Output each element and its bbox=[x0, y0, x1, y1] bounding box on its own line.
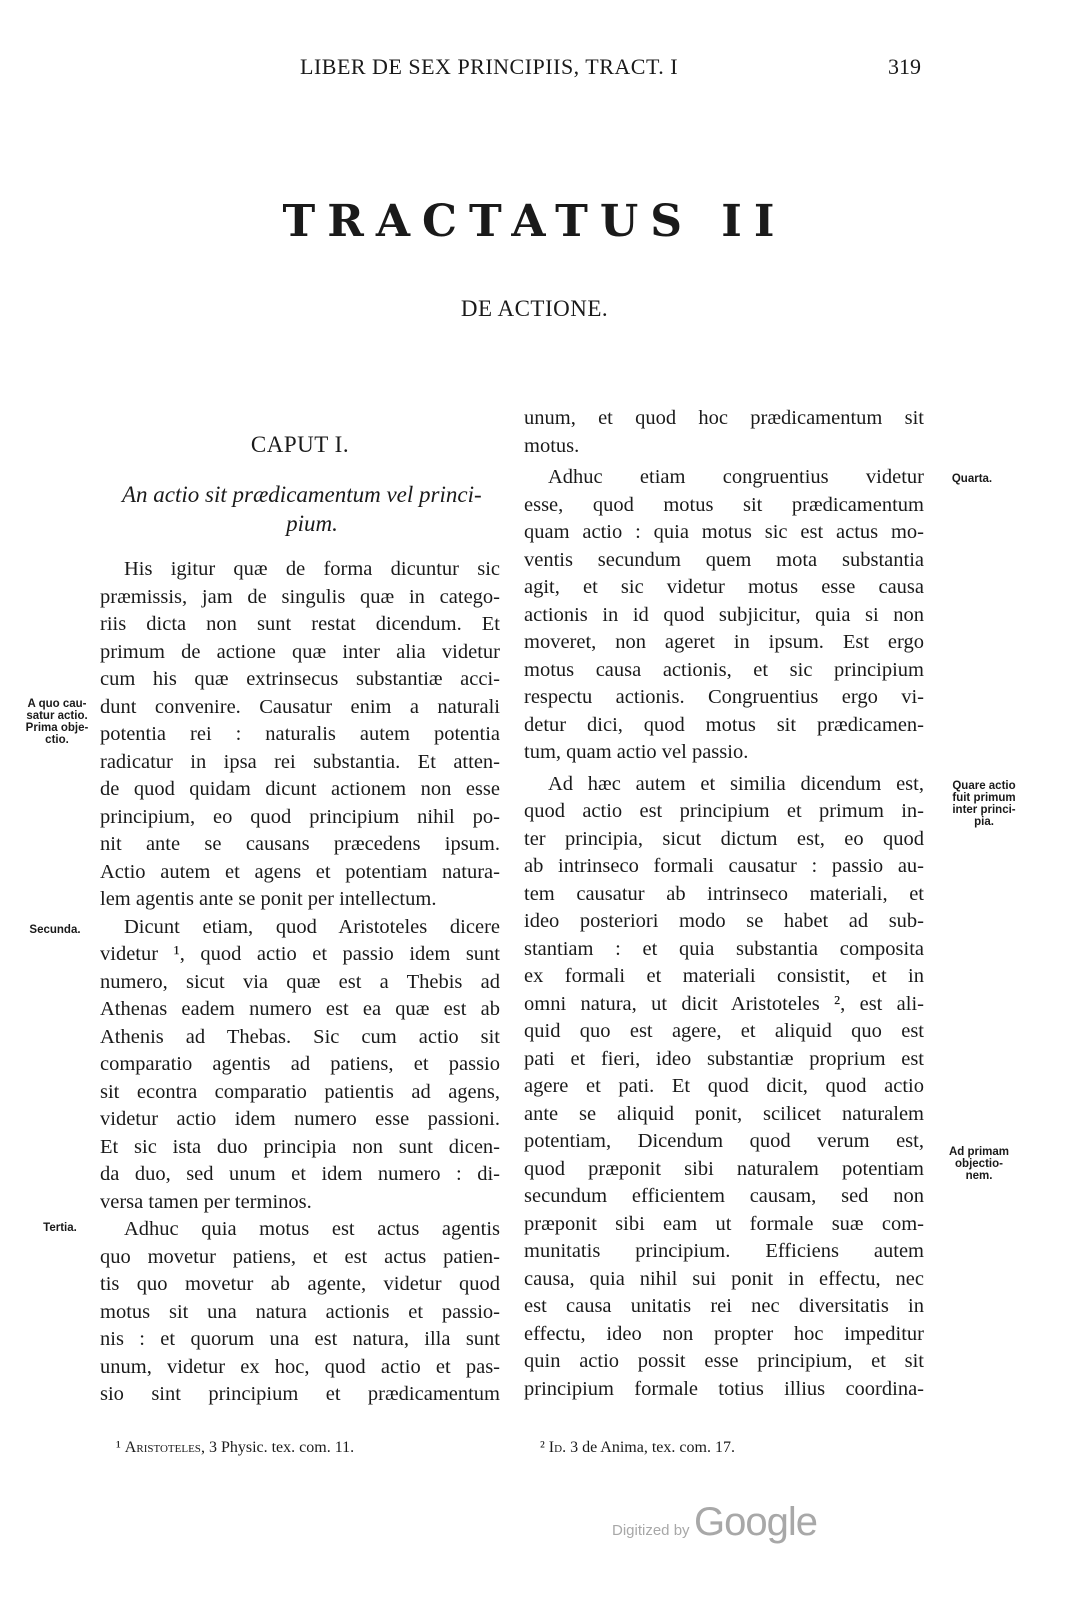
marginal-line: Prima obje- bbox=[25, 722, 89, 734]
marginal-line: objectio- bbox=[955, 1158, 1003, 1170]
footnote-author: Aristoteles bbox=[124, 1439, 201, 1456]
text-line: pati et fieri, ideo substantiæ proprium est bbox=[524, 1047, 924, 1070]
google-logo: Google bbox=[694, 1500, 817, 1544]
text-line: nit ante se causans præcedens ipsum. bbox=[100, 833, 500, 855]
right-column bbox=[524, 405, 924, 1403]
text-line: da duo, sed unum et idem numero : di- bbox=[100, 1163, 500, 1185]
text-line: agere et pati. Et quod dicit, quod actio bbox=[524, 1075, 924, 1097]
text-line: tem causatur ab intrinseco materiali, et bbox=[524, 882, 924, 905]
marginal-note-secunda: Secunda. bbox=[29, 924, 81, 936]
text-line: Ad hæc autem et similia dicendum est, bbox=[548, 772, 924, 795]
text-line: principium formale totius illius coordina- bbox=[524, 1377, 924, 1400]
text-line: nis : et quorum una est natura, illa sunt bbox=[100, 1328, 500, 1350]
footnote-2 bbox=[540, 1439, 735, 1457]
text-line: respectu actionis. Congruentius ergo vi- bbox=[524, 686, 924, 708]
text-line: agit, et sic videtur motus esse causa bbox=[524, 576, 924, 598]
marginal-note-tertia: Tertia. bbox=[43, 1222, 77, 1234]
google-watermark bbox=[612, 1500, 817, 1545]
text-line: videtur actio idem numero esse passioni. bbox=[100, 1108, 500, 1130]
footnote-mark: ¹ bbox=[116, 1439, 121, 1456]
text-line: cum his quæ extrinsecus substantiæ acci- bbox=[100, 668, 500, 690]
text-line: quod actio est principium et primum in- bbox=[524, 800, 924, 822]
text-line: Adhuc etiam congruentius videtur bbox=[548, 466, 924, 488]
text-line: motus. bbox=[524, 434, 580, 457]
page-number: 319 bbox=[888, 54, 921, 79]
chapter-heading: CAPUT I. bbox=[250, 432, 350, 457]
text-line: stantiam : et quia substantia composita bbox=[524, 937, 924, 960]
text-line: Dicunt etiam, quod Aristoteles dicere bbox=[124, 915, 500, 938]
text-line: Athenis ad Thebas. Sic cum actio sit bbox=[100, 1025, 500, 1048]
text-line: esse, quod motus sit prædicamentum bbox=[524, 493, 924, 516]
text-line: Et sic ista duo principia non sunt dicen- bbox=[100, 1135, 500, 1158]
text-line: numero, sicut via quæ est a Thebis ad bbox=[100, 970, 500, 993]
text-line: ventis secundum quem mota substantia bbox=[524, 548, 924, 571]
marginal-line: fuit primum bbox=[952, 792, 1016, 804]
treatise-title: TRACTATUS II bbox=[282, 196, 787, 247]
text-line: ex formali et materiali consistit, et in bbox=[524, 965, 924, 987]
text-line: motus causa actionis, et sic principium bbox=[524, 658, 924, 681]
text-line: riis dicta non sunt restat dicendum. Et bbox=[100, 613, 500, 635]
text-line: videtur ¹, quod actio et passio idem sunt bbox=[100, 943, 500, 965]
treatise-subtitle: DE ACTIONE. bbox=[460, 296, 609, 321]
marginal-note-ad-primam bbox=[940, 1146, 1018, 1182]
text-line: quo movetur patiens, et est actus patien- bbox=[100, 1245, 500, 1268]
text-line: unum, videtur ex hoc, quod actio et pas- bbox=[100, 1355, 500, 1378]
text-line: lem agentis ante se ponit per intellectum. bbox=[100, 888, 437, 910]
text-line: unum, et quod hoc prædicamentum sit bbox=[524, 407, 924, 429]
text-line: omni natura, ut dicit Aristoteles ², est ali- bbox=[524, 992, 924, 1015]
marginal-note-prima-objectio bbox=[14, 698, 100, 746]
text-line: radicatur in ipsa rei substantia. Et atten- bbox=[100, 750, 500, 773]
marginal-line: satur actio. bbox=[26, 710, 88, 722]
text-line: effectu, ideo non propter hoc impeditur bbox=[524, 1322, 924, 1345]
text-line: detur dici, quod motus sit prædicamen- bbox=[524, 713, 924, 736]
marginal-line: inter princi- bbox=[952, 804, 1016, 816]
text-line: ab intrinseco formali causatur : passio au- bbox=[524, 855, 924, 877]
text-line: versa tamen per terminos. bbox=[100, 1190, 312, 1213]
text-line: tis quo movetur ab agente, videtur quod bbox=[100, 1273, 500, 1295]
text-line: dunt convenire. Causatur enim a naturali bbox=[100, 695, 500, 718]
running-head: LIBER DE SEX PRINCIPIIS, TRACT. I bbox=[300, 54, 679, 79]
marginal-line: ctio. bbox=[45, 734, 69, 746]
text-line: sio sint principium et prædicamentum bbox=[100, 1383, 500, 1405]
footnote-author: Id. bbox=[548, 1439, 567, 1456]
text-line: potentiam, Dicendum quod verum est, bbox=[524, 1130, 924, 1152]
text-line: præponit sibi eam ut formale suæ com- bbox=[524, 1212, 924, 1235]
text-line: principium, eo quod principium nihil po- bbox=[100, 805, 500, 828]
footnote-1 bbox=[116, 1439, 354, 1457]
footnote-mark: ² bbox=[540, 1439, 545, 1456]
marginal-line: A quo cau- bbox=[27, 698, 87, 710]
text-line: causa, quia nihil sui ponit in effectu, nec bbox=[524, 1267, 924, 1290]
text-line: munitatis principium. Efficiens autem bbox=[524, 1240, 924, 1262]
marginal-note-quarta: Quarta. bbox=[951, 473, 993, 485]
chapter-subheading-line: An actio sit prædicamentum vel princi- bbox=[122, 482, 482, 507]
text-line: ter principia, sicut dictum est, eo quod bbox=[524, 827, 924, 850]
text-line: quid quo est agere, et aliquid quo est bbox=[524, 1020, 924, 1042]
marginal-line: Ad primam bbox=[948, 1146, 1010, 1158]
watermark-prefix: Digitized by bbox=[612, 1522, 690, 1539]
text-line: præmissis, jam de singulis quæ in catego- bbox=[100, 585, 500, 608]
text-line: potentia rei : naturalis autem potentia bbox=[100, 723, 500, 745]
text-line: est causa unitatis rei nec diversitatis in bbox=[524, 1295, 924, 1317]
text-line: Actio autem et agens et potentiam natura- bbox=[100, 860, 500, 883]
left-column bbox=[100, 556, 500, 1409]
text-line: secundum efficientem causam, sed non bbox=[524, 1185, 924, 1207]
text-line: primum de actione quæ inter alia videtur bbox=[100, 640, 500, 663]
text-line: ante se aliquid ponit, scilicet naturalem bbox=[524, 1102, 924, 1125]
text-line: ideo posteriori modo se habet ad sub- bbox=[524, 910, 924, 932]
chapter-subheading bbox=[122, 480, 502, 538]
footnote-text: , 3 Physic. tex. com. 11. bbox=[200, 1439, 355, 1456]
text-line: motus sit una natura actionis et passio- bbox=[100, 1300, 500, 1323]
text-line: quin actio possit esse principium, et sit bbox=[524, 1350, 924, 1372]
marginal-line: pia. bbox=[974, 816, 994, 828]
text-line: de quod quidam dicunt actionem non esse bbox=[100, 778, 500, 800]
text-line: tum, quam actio vel passio. bbox=[524, 741, 749, 763]
text-line: Athenas eadem numero est ea quæ est ab bbox=[100, 998, 500, 1020]
text-line: actionis in id quod subjicitur, quia si non bbox=[524, 603, 924, 626]
text-line: His igitur quæ de forma dicuntur sic bbox=[124, 558, 500, 580]
text-line: Adhuc quia motus est actus agentis bbox=[124, 1218, 500, 1240]
chapter-subheading-line: pium. bbox=[286, 511, 338, 536]
text-line: comparatio agentis ad patiens, et passio bbox=[100, 1053, 500, 1075]
marginal-note-quare-actio bbox=[950, 780, 1018, 828]
footnote-text: 3 de Anima, tex. com. 17. bbox=[566, 1439, 735, 1456]
marginal-line: Quare actio bbox=[952, 780, 1016, 792]
text-line: quam actio : quia motus sic est actus mo- bbox=[524, 521, 924, 543]
text-line: quod præponit sibi naturalem potentiam bbox=[524, 1157, 924, 1180]
text-line: sit econtra comparatio patientis ad agens, bbox=[100, 1080, 500, 1103]
marginal-line: nem. bbox=[965, 1170, 993, 1182]
text-line: moveret, non ageret in ipsum. Est ergo bbox=[524, 631, 924, 653]
